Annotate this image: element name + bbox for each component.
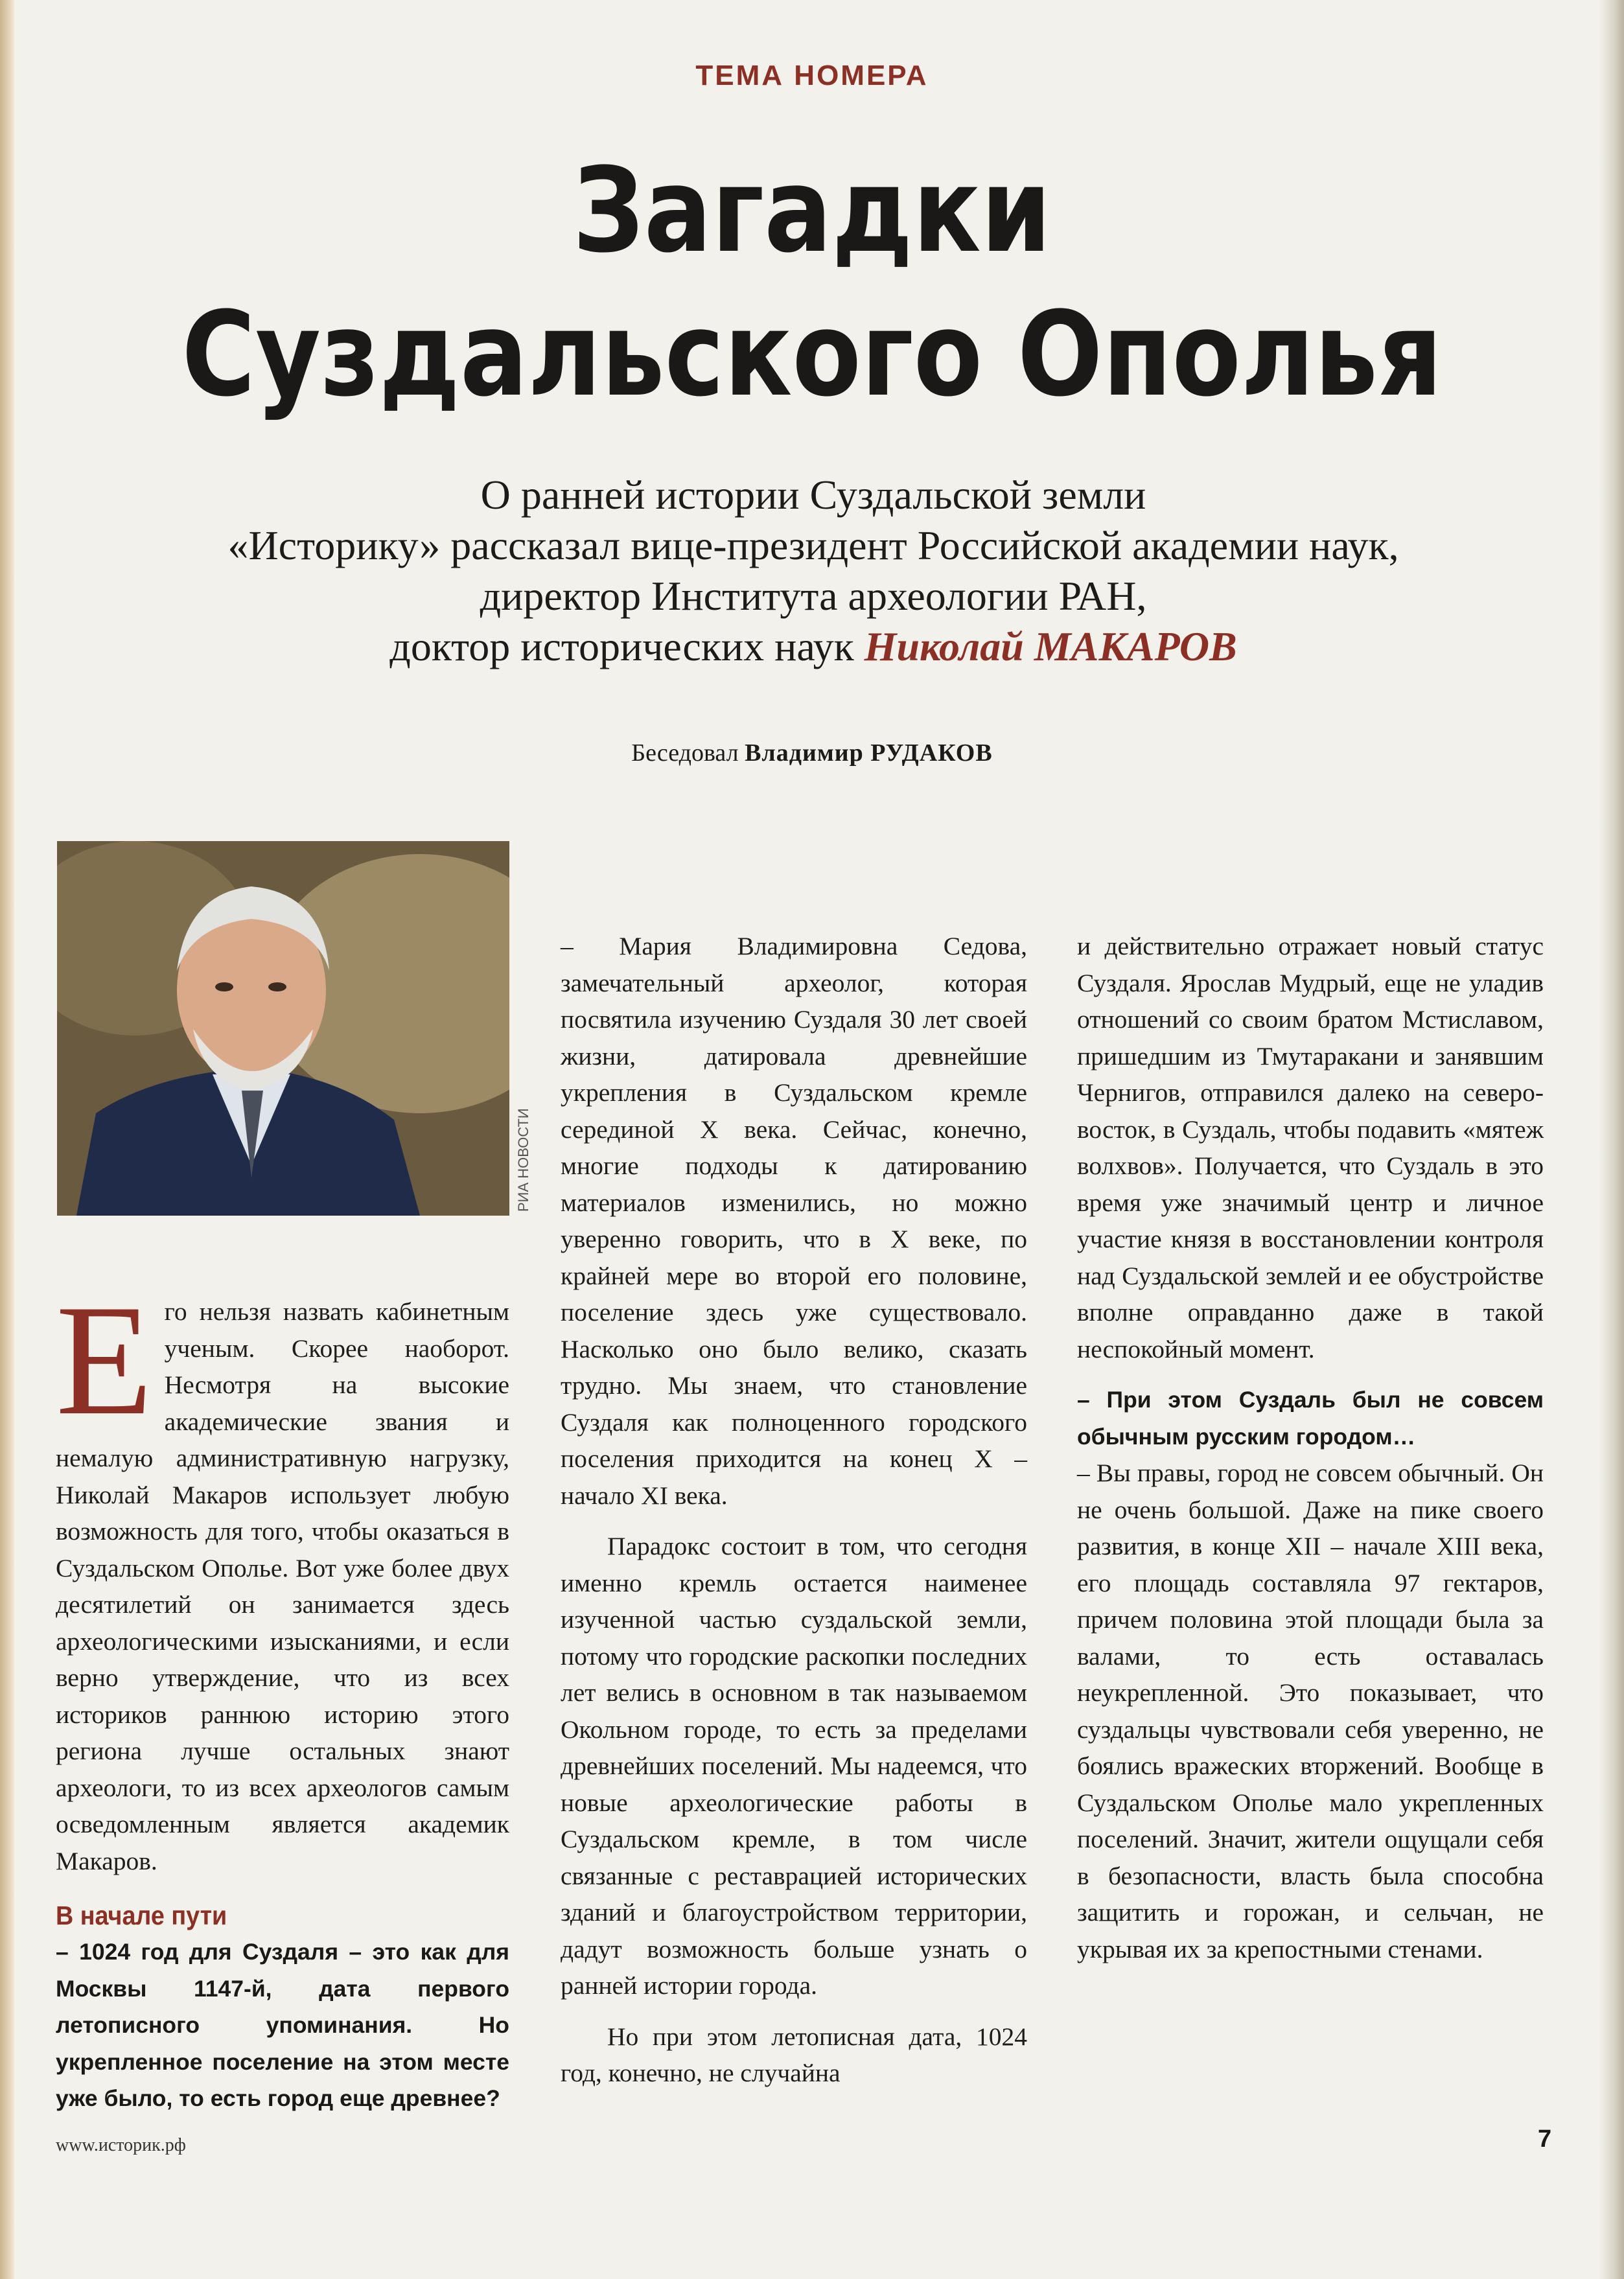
answer-paragraph-3: Но при этом летописная дата, 1024 год, конечно, не случайна [561, 2022, 1027, 2087]
interviewee-name: Николай МАКАРОВ [864, 623, 1237, 669]
subtitle-line-1: О ранней истории Суздальской земли [480, 472, 1146, 518]
intro-paragraph [56, 1272, 509, 1879]
subhead-beginning: В начале пути [56, 1901, 227, 1930]
answer-paragraph-4: – Вы правы, город не совсем обычный. Он не очень большой. Даже на пике своего развития, в конце XII – начале XIII века, его площадь составляла 97 гектаров, причем половина этой площади была за валами, то есть оставалась неукрепленной. Это показывает, что суздальцы чувствовали себя уверенно, не боялись вражеских вторжений. Вообще в Суздальском Ополье мало укрепленных поселений. Значит, жители ощущали себя в безопасности, власть была способна защитить и горожан, и сельчан, не укрывая их за крепостными стенами. [1077, 1459, 1544, 1963]
column-2 [561, 928, 1027, 2092]
footer-url: www.историк.рф [56, 2135, 186, 2155]
column-1 [56, 1272, 509, 2117]
byline-prefix: Беседовал [631, 739, 739, 767]
subtitle-line-4-prefix: доктор исторических наук [389, 623, 854, 669]
drop-cap: Е [56, 1272, 153, 1448]
subtitle-line-3: директор Института археологии РАН, [480, 573, 1147, 619]
photo-credit: РИА НОВОСТИ [515, 1108, 531, 1212]
subtitle-line-2: «Историку» рассказал вице-президент Российской академии наук, [227, 522, 1399, 568]
subtitle-line-4 [181, 621, 1445, 672]
title-line-2: Суздальского Ополья [181, 287, 1443, 422]
title-line-1: Загадки [572, 143, 1052, 279]
page-number: 7 [1538, 2125, 1552, 2153]
column-3 [1077, 928, 1544, 1967]
answer-paragraph-2: Парадокс состоит в том, что сегодня именно кремль остается наименее изученной частью суздальской земли, потому что городские раскопки последних лет велись в основном в так называемом Окольном городе, то есть за пределами древнейших поселений. Мы надеемся, что новые археологические работы в Суздальском кремле, в том числе связанные с реставрацией исторических зданий и благоустройством территории, дадут возможность больше узнать о ранней истории города. [561, 1532, 1027, 2000]
page-edge-right [1599, 0, 1624, 2279]
section-label: ТЕМА НОМЕРА [695, 60, 929, 91]
answer-paragraph-1: – Мария Владимировна Седова, замечательный археолог, которая посвятила изучению Суздаля 30 лет своей жизни, датировала древнейшие укрепления в Суздальском кремле серединой X века. Сейчас, конечно, многие подходы к датированию материалов изменились, но можно уверенно говорить, что в X веке, по крайней мере во второй его половине, поселение здесь уже существовало. Насколько оно было велико, сказать трудно. Мы знаем, что становление Суздаля как полноценного городского поселения приходится на конец X – начало XI века. [561, 932, 1027, 1510]
page-title [113, 139, 1510, 427]
page-edge-left [0, 0, 14, 2279]
portrait-photo [57, 841, 509, 1216]
question-2: – При этом Суздаль был не совсем обычным русским городом… [1077, 1387, 1544, 1450]
portrait-illustration [57, 841, 509, 1216]
intro-text: го нельзя назвать кабинетным ученым. Скорее наоборот. Несмотря на высокие академические звания и немалую административную нагрузку, Николай Макаров использует любую возможность для того, чтобы оказаться в Суздальском Ополье. Вот уже более двух десятилетий он занимается здесь археологическими изысканиями, и если верно утверждение, что из всех историков раннюю историю этого региона лучше остальных знают археологи, то из всех археологов самым осведомленным является академик Макаров. [56, 1297, 509, 1875]
byline-author: Владимир РУДАКОВ [745, 739, 993, 767]
question-1: – 1024 год для Суздаля – это как для Москвы 1147-й, дата первого летописного упоминания. Но укрепленное поселение на этом месте уже было, то есть город еще древнее? [56, 1939, 509, 2111]
subtitle [181, 470, 1445, 672]
byline [0, 739, 1624, 767]
answer-continuation: и действительно отражает новый статус Суздаля. Ярослав Мудрый, еще не уладив отношений со своим братом Мстиславом, пришедшим из Тмутаракани и занявшим Чернигов, отправился далеко на северо-восток, в Суздаль, чтобы подавить «мятеж волхвов». Получается, что Суздаль в это время уже значимый центр и личное участие князя в восстановлении контроля над Суздальской землей и ее обустройстве вполне оправданно даже в такой неспокойный момент. [1077, 932, 1544, 1363]
